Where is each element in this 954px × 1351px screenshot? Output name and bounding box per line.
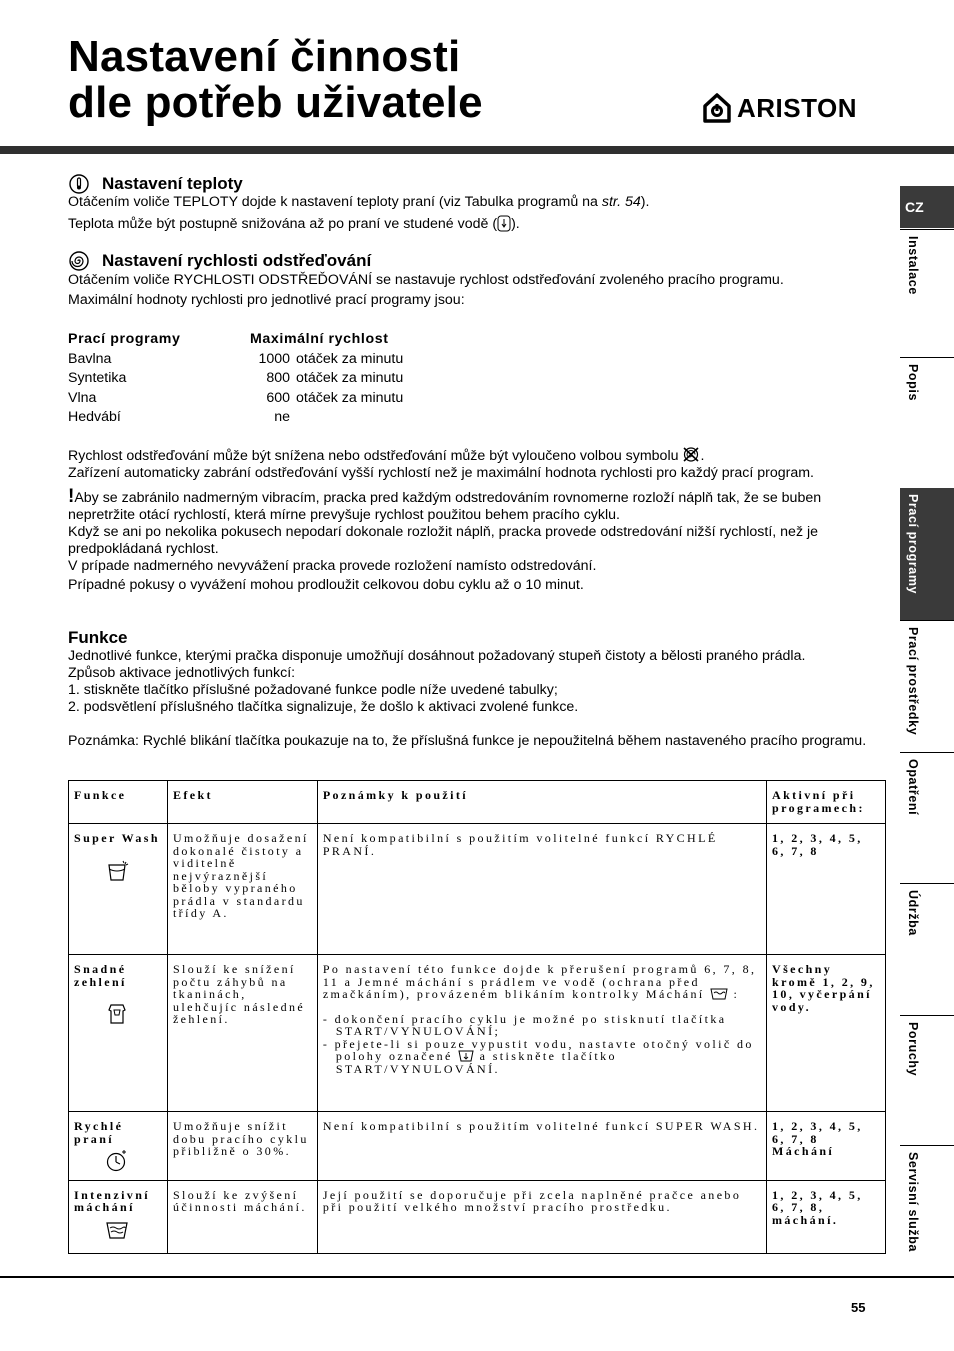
super-wash-icon [104, 859, 130, 883]
side-tab-poruchy[interactable] [900, 1015, 954, 1145]
table-row [69, 955, 886, 1112]
page-title [68, 34, 483, 126]
side-tab-label: Údržba [906, 890, 920, 936]
house-logo-icon [703, 93, 731, 123]
active-cell: 1, 2, 3, 4, 5, 6, 7, 8, máchání. [767, 1180, 886, 1253]
section-heading: Funkce [68, 628, 128, 647]
side-tab-cz[interactable]: CZ [900, 186, 954, 228]
function-cell [69, 1112, 168, 1181]
paragraph: Rychlost odstřeďování může být snížena nebo odstřeďování může být vyloučeno volbou symbolu . [68, 448, 705, 464]
side-tab-label: Poruchy [906, 1022, 920, 1077]
side-tab-label: Instalace [906, 236, 920, 295]
table-row [69, 1112, 886, 1181]
side-tab-udrzba[interactable] [900, 883, 954, 1015]
heading-text: Nastavení rychlosti odstřeďování [102, 251, 372, 270]
function-name: Snadné zehlení [74, 962, 127, 989]
function-cell [69, 824, 168, 955]
speed-value: ne [274, 409, 290, 425]
speed-value: 600 [266, 389, 290, 406]
side-tab-instalace[interactable] [900, 229, 954, 357]
side-tab-label: Popis [906, 364, 920, 402]
notes-cell: Není kompatibilní s použitím volitelné funkcí SUPER WASH. [317, 1112, 766, 1181]
intensive-rinse-icon [104, 1218, 130, 1242]
effect-cell: Umožňuje snížit dobu pracího cyklu přibližně o 30%. [167, 1112, 317, 1181]
speed-table-header [68, 330, 403, 350]
notes-cell: Její použití se doporučuje při zcela naplněné pračce anebo při použití velkého množství pracího prostředku. [317, 1180, 766, 1253]
no-spin-icon [682, 446, 700, 463]
side-tab-servisni-sluzba[interactable] [900, 1145, 954, 1277]
speed-value: 800 [266, 370, 290, 386]
program-name: Hedvábí [68, 409, 121, 425]
brand-name: ARISTON [737, 92, 858, 123]
function-name: Super Wash [74, 831, 160, 845]
table-row [69, 824, 886, 955]
function-cell [69, 1180, 168, 1253]
drain-icon [458, 1050, 474, 1062]
active-cell: 1, 2, 3, 4, 5, 6, 7, 8 Máchání [767, 1112, 886, 1181]
active-cell: Všechny kromě 1, 2, 9, 10, vyčerpání vody. [767, 955, 886, 1112]
side-tab-opatreni[interactable] [900, 752, 954, 883]
header-cell: Funkce [69, 781, 168, 824]
speed-table [68, 330, 403, 428]
page-number: 55 [851, 1300, 866, 1315]
function-cell [69, 955, 168, 1112]
warning-mark: ! [68, 486, 75, 507]
function-name: Intenzivní máchání [74, 1187, 151, 1214]
side-tab-label: Opatření [906, 759, 920, 816]
speed-unit: otáček za minutu [296, 370, 404, 386]
paragraph: 2. podsvětlení příslušného tlačítka signalizuje, že došlo k aktivaci zvolené funkce. [68, 699, 579, 715]
side-tab-popis[interactable] [900, 357, 954, 488]
side-tab-praci-prostredky[interactable] [900, 620, 954, 752]
paragraph: Prípadné pokusy o vyvážení mohou prodloužit celkovou dobu cyklu až o 10 minut. [68, 577, 584, 593]
notes-cell: Není kompatibilní s použitím volitelné funkcí RYCHLÉ PRANÍ. [317, 824, 766, 955]
title-line-2: dle potřeb uživatele [68, 78, 483, 127]
speed-unit: otáček za minutu [296, 389, 404, 406]
speed-row [68, 350, 403, 370]
header-cell: Aktivní při programech: [767, 781, 886, 824]
paragraph: Způsob aktivace jednotlivých funkcí: [68, 665, 296, 681]
function-name: Rychlé praní [74, 1119, 124, 1146]
section-heading [68, 251, 868, 271]
effect-cell: Umožňuje dosažení dokonalé čistoty a viditelně nejvýraznější běloby vypraného prádla v standardu třídy A. [167, 824, 317, 955]
effect-cell: Slouží ke snížení počtu záhybů na tkaninách, ulehčujíc následné žehlení. [167, 955, 317, 1112]
program-name: Vlna [68, 389, 97, 406]
header-bar [0, 146, 954, 154]
paragraph: Maximální hodnoty rychlosti pro jednotlivé prací programy jsou: [68, 292, 465, 308]
header-cell: Efekt [167, 781, 317, 824]
section-teplota [68, 174, 868, 233]
col-program: Prací programy [68, 331, 181, 347]
section-heading [68, 174, 868, 194]
easy-iron-icon [104, 1002, 130, 1026]
section-odstredovani-notes [68, 446, 868, 594]
speed-row [68, 389, 403, 409]
paragraph: Jednotlivé funkce, kterými pračka disponuje umožňují dosáhnout požadovaný stupeň čistoty a bělosti praného prádla. [68, 648, 806, 664]
note-paragraph: Poznámka: Rychlé blikání tlačítka poukazuje na to, že příslušná funkce je nepoužitelná během nastaveného pracího programu. [68, 733, 867, 749]
heading-text: Nastavení teploty [102, 174, 243, 193]
program-name: Bavlna [68, 350, 112, 367]
paragraph: Otáčením voliče RYCHLOSTI ODSTŘEĎOVÁNÍ se nastavuje rychlost odstřeďování zvoleného pracího programu. [68, 272, 784, 288]
section-odstredovani [68, 251, 868, 309]
program-name: Syntetika [68, 370, 127, 386]
cold-water-icon [497, 215, 511, 232]
thermometer-icon [68, 174, 90, 194]
quick-wash-icon [104, 1149, 130, 1173]
table-header-row [69, 781, 886, 824]
footer-rule [0, 1276, 954, 1278]
title-line-1: Nastavení činnosti [68, 32, 461, 81]
speed-row [68, 408, 403, 428]
brand-logo [703, 92, 857, 124]
side-tab-label: Prací prostředky [906, 627, 920, 736]
teplota-line-2: Teplota může být postupně snižována až po praní ve studené vodě ( ). [68, 216, 520, 232]
col-speed: Maximální rychlost [250, 331, 389, 347]
table-row [69, 1180, 886, 1253]
speed-row [68, 369, 403, 389]
paragraph: V prípade nadmerného nevyvážení pracka provede rozložení namísto odstredování. [68, 558, 597, 574]
paragraph: Zařízení automaticky zabrání odstřeďování vyšší rychlostí než je maximální hodnota rychlosti pro každý prací program. [68, 465, 815, 481]
rinse-icon [710, 988, 728, 1000]
functions-table [68, 780, 886, 1254]
side-tab-label: Servisní služba [906, 1152, 920, 1253]
side-tab-label: Prací programy [906, 494, 920, 595]
side-tab-praci-programy[interactable] [900, 488, 954, 620]
speed-unit: otáček za minutu [296, 350, 404, 367]
notes-cell [317, 955, 766, 1112]
notes-bullet: - dokončení pracího cyklu je možné po stisknutí tlačítka START/VYNULOVÁNÍ; [322, 1011, 727, 1038]
notes-paragraph: Po nastavení této funkce dojde k přerušení programů 6, 7, 8, 11 a Jemné máchání s prádlem ve vodě (ochrana před zmačkáním), provázeném blikáním kontrolky Máchání : [322, 962, 757, 1001]
section-funkce [68, 628, 868, 750]
active-cell: 1, 2, 3, 4, 5, 6, 7, 8 [767, 824, 886, 955]
paragraph: 1. stiskněte tlačítko příslušné požadované funkce podle níže uvedené tabulky; [68, 682, 558, 698]
teplota-line-1: Otáčením voliče TEPLOTY dojde k nastavení teploty praní (viz Tabulka programů na str. 54). [68, 194, 650, 210]
header-cell: Poznámky k použití [317, 781, 766, 824]
paragraph: Když se ani po nekolika pokusech nepodarí dokonale rozložit náplň, pracka provede odstredování nižší rychlostí, než je predpokládaná rychlost. [68, 524, 819, 557]
notes-bullet: - přejete-li si pouze vypustit vodu, nastavte otočný volič do polohy označené a stiskněte tlačítko START/VYNULOVÁNÍ. [322, 1036, 754, 1076]
speed-value: 1000 [258, 350, 290, 367]
effect-cell: Slouží ke zvýšení účinnosti máchání. [167, 1180, 317, 1253]
warning-paragraph: !Aby se zabránilo nadmerným vibracím, pracka pred každým odstredováním rovnomerne rozloží náplň tak, že se buben nepretržite otácí rychlostí, která mírne prevyšuje rychlost použitou behem pracího cyklu. [68, 486, 822, 523]
spin-icon [68, 251, 90, 271]
